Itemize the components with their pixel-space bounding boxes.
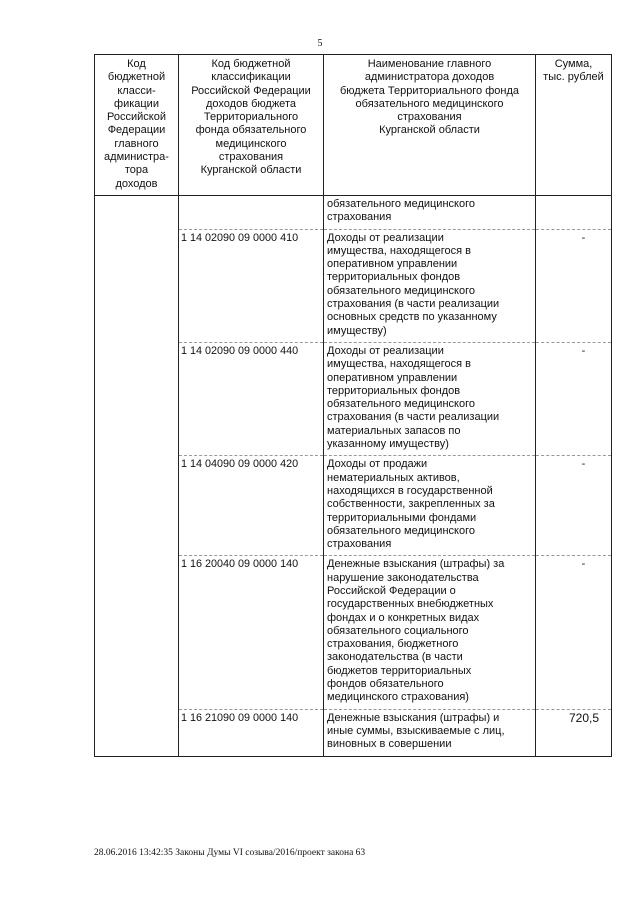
text-line: территориальными фондами xyxy=(327,511,477,524)
sum-cell: - xyxy=(536,456,612,556)
budget-classification-table xyxy=(94,54,612,757)
text-line: обязательного медицинского xyxy=(327,524,475,537)
text-line: Курганской области xyxy=(379,124,480,137)
sum-cell xyxy=(536,195,612,229)
budget-code-cell: 1 14 02090 09 0000 440 xyxy=(179,342,324,455)
table-row xyxy=(95,456,612,556)
sum-value: 720,5 xyxy=(568,710,599,725)
text-line: доходов бюджета xyxy=(206,97,296,110)
text-line: обязательного медицинского xyxy=(355,97,504,110)
text-line: бюджетной xyxy=(107,71,166,84)
text-line: класси- xyxy=(117,84,156,97)
page-number: 5 xyxy=(317,38,323,49)
text-line: администратора доходов xyxy=(364,71,495,84)
text-line: тыс. рублей xyxy=(543,71,604,84)
sum-cell: - xyxy=(536,556,612,709)
text-line: Наименование главного xyxy=(367,58,492,70)
text-line: материальных запасов по xyxy=(327,424,461,437)
text-line: Российской Федерации xyxy=(191,84,311,97)
income-name-cell xyxy=(324,556,536,709)
header-sum xyxy=(536,55,612,196)
text-line: нарушение законодательства xyxy=(327,571,479,584)
text-line: бюджетов территориальных xyxy=(327,664,472,677)
table-row xyxy=(95,709,612,756)
text-line: имущества, находящегося в xyxy=(327,358,471,371)
text-line: имуществу) xyxy=(327,324,387,337)
text-line: бюджета Территориального фонда xyxy=(339,84,519,97)
header-administrator-name xyxy=(324,55,536,196)
text-line: оперативном управлении xyxy=(327,258,458,271)
sum-cell: - xyxy=(536,342,612,455)
admin-code-cell xyxy=(95,195,179,229)
text-line: Доходы от продажи xyxy=(327,458,428,471)
text-line: Код xyxy=(127,58,146,70)
text-line: Федерации xyxy=(107,124,166,137)
text-line: фонда обязательного xyxy=(195,124,307,137)
text-line: имущества, находящегося в xyxy=(327,244,471,257)
text-line: Российской xyxy=(107,111,166,124)
text-line: медицинского страхования) xyxy=(327,691,469,704)
income-name-cell xyxy=(324,456,536,556)
admin-code-cell xyxy=(95,456,179,556)
admin-code-cell xyxy=(95,556,179,709)
document-footer-path: 28.06.2016 13:42:35 Законы Думы VI созыва/2016/проект закона 63 xyxy=(94,848,366,858)
text-line: классификации xyxy=(211,71,291,84)
text-line: территориальных фондов xyxy=(327,271,461,284)
text-line: Денежные взыскания (штрафы) и xyxy=(327,711,500,724)
text-line: обязательного медицинского xyxy=(327,197,475,210)
budget-code-cell xyxy=(179,195,324,229)
text-line: фикации xyxy=(114,97,159,110)
text-line: страхования xyxy=(218,151,284,164)
budget-code-cell: 1 16 21090 09 0000 140 xyxy=(179,709,324,756)
sum-cell: - xyxy=(536,229,612,342)
text-line: страхования xyxy=(397,111,462,124)
table-row xyxy=(95,195,612,229)
header-admin-code xyxy=(95,55,179,196)
text-line: страхования (в части реализации xyxy=(327,298,500,311)
text-line: главного xyxy=(114,137,159,150)
text-line: страхования xyxy=(327,211,392,224)
admin-code-cell xyxy=(95,229,179,342)
text-line: обязательного медицинского xyxy=(327,398,475,411)
text-line: виновных в совершении xyxy=(327,738,452,751)
table-row xyxy=(95,556,612,709)
sum-cell xyxy=(536,709,612,756)
text-line: находящихся в государственной xyxy=(327,484,493,497)
income-name-cell xyxy=(324,195,536,229)
text-line: медицинского xyxy=(215,137,287,150)
text-line: Доходы от реализации xyxy=(327,344,444,357)
table-row xyxy=(95,229,612,342)
text-line: основных средств по указанному xyxy=(327,311,497,324)
budget-code-cell: 1 16 20040 09 0000 140 xyxy=(179,556,324,709)
text-line: нематериальных активов, xyxy=(327,471,460,484)
text-line: фондов обязательного xyxy=(327,678,444,691)
text-line: Код бюджетной xyxy=(211,58,291,70)
text-line: страхования xyxy=(327,538,392,551)
text-line: законодательства (в части xyxy=(327,651,463,664)
text-line: иные суммы, взыскиваемые с лиц, xyxy=(327,724,505,737)
table-row xyxy=(95,342,612,455)
text-line: собственности, закрепленных за xyxy=(327,498,495,511)
budget-code-cell: 1 14 02090 09 0000 410 xyxy=(179,229,324,342)
text-line: территориальных фондов xyxy=(327,384,461,397)
text-line: государственных внебюджетных xyxy=(327,598,494,611)
text-line: обязательного социального xyxy=(327,624,469,637)
table-header-row xyxy=(95,55,612,196)
income-name-cell xyxy=(324,342,536,455)
text-line: оперативном управлении xyxy=(327,371,458,384)
text-line: страхования, бюджетного xyxy=(327,638,459,651)
income-name-cell xyxy=(324,709,536,756)
text-line: Денежные взыскания (штрафы) за xyxy=(327,558,505,571)
text-line: Территориального xyxy=(203,111,299,124)
text-line: Доходы от реализации xyxy=(327,231,444,244)
text-line: доходов xyxy=(115,177,158,190)
text-line: указанному имуществу) xyxy=(327,438,449,451)
text-line: администра- xyxy=(104,151,169,164)
header-budget-code xyxy=(179,55,324,196)
text-line: Курганской области xyxy=(200,164,302,177)
budget-code-cell: 1 14 04090 09 0000 420 xyxy=(179,456,324,556)
text-line: Российской Федерации о xyxy=(327,584,456,597)
text-line: тора xyxy=(124,164,149,177)
text-line: страхования (в части реализации xyxy=(327,411,500,424)
text-line: обязательного медицинского xyxy=(327,284,475,297)
admin-code-cell xyxy=(95,342,179,455)
text-line: фондах и о конкретных видах xyxy=(327,611,480,624)
admin-code-cell xyxy=(95,709,179,756)
text-line: Сумма, xyxy=(554,58,593,70)
income-name-cell xyxy=(324,229,536,342)
